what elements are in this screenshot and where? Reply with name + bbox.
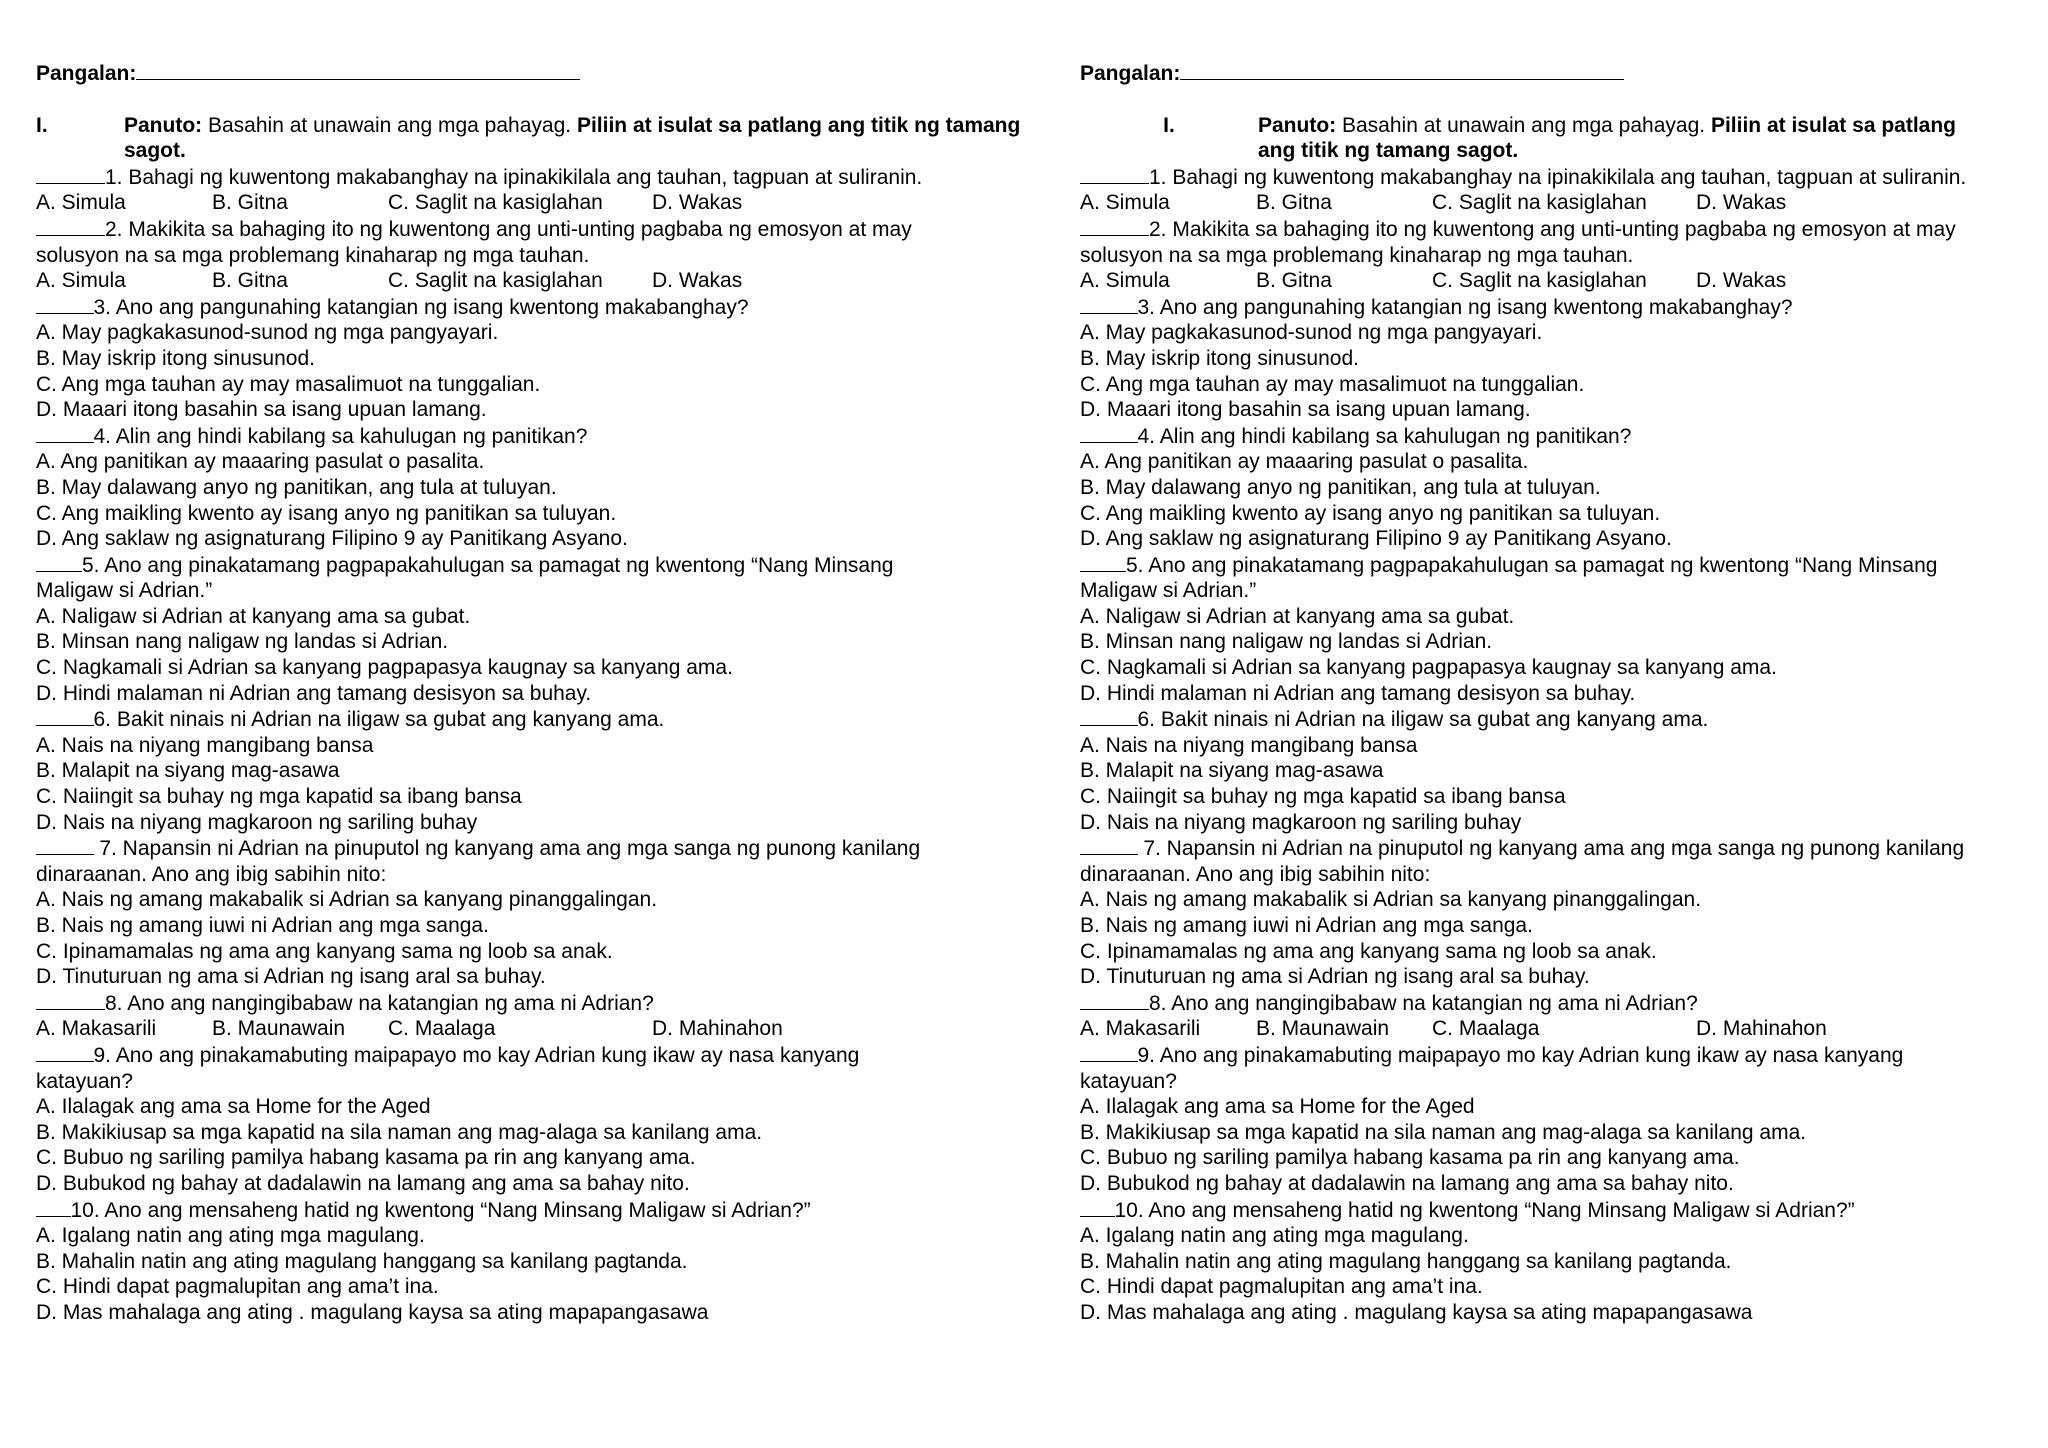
worksheet-right [1080, 50, 2048, 1326]
question-3 [1080, 294, 2048, 321]
answer-blank[interactable] [1080, 990, 1149, 1010]
option: D. Mas mahalaga ang ating . magulang kaysa sa ating mapapangasawa [36, 1300, 709, 1324]
option: C. Ang maikling kwento ay isang anyo ng panitikan sa tuluyan. [36, 501, 617, 525]
option: C. Maalaga [388, 1017, 496, 1041]
question-text: 2. Makikita sa bahaging ito ng kuwentong ang unti-unting pagbaba ng emosyon at may [1149, 217, 1956, 241]
option: D. Wakas [1696, 269, 1787, 293]
option: C. Ang mga tauhan ay may masalimuot na tunggalian. [1080, 372, 1585, 396]
name-label: Pangalan: [1080, 62, 1181, 85]
question-text: 1. Bahagi ng kuwentong makabanghay na ipinakikilala ang tauhan, tagpuan at suliranin. [105, 165, 923, 189]
question-text-continued: dinaraanan. Ano ang ibig sabihin nito: [1080, 862, 1431, 886]
option: D. Tinuturuan ng ama si Adrian ng isang aral sa buhay. [1080, 965, 1590, 989]
question-7 [1080, 835, 2048, 862]
option: A. Igalang natin ang ating mga magulang. [36, 1224, 425, 1248]
options-row [36, 1016, 1036, 1042]
question-8 [36, 990, 1036, 1017]
option: C. Naiingit sa buhay ng mga kapatid sa ibang bansa [1080, 785, 1566, 809]
question-9 [1080, 1042, 2048, 1069]
option: A. Makasarili [36, 1017, 157, 1041]
question-text: 9. Ano ang pinakamabuting maipapayo mo kay Adrian kung ikaw ay nasa kanyang [93, 1043, 860, 1067]
option: A. May pagkakasunod-sunod ng mga pangyayari. [1080, 321, 1543, 345]
option: A. Igalang natin ang ating mga magulang. [1080, 1224, 1469, 1248]
answer-blank[interactable] [1080, 164, 1149, 184]
question-list [1080, 164, 2048, 1326]
question-5 [36, 552, 1036, 579]
name-label: Pangalan: [36, 62, 137, 85]
question-text: 10. Ano ang mensaheng hatid ng kwentong “Nang Minsang Maligaw si Adrian?” [70, 1198, 811, 1222]
option: A. May pagkakasunod-sunod ng mga pangyayari. [36, 321, 499, 345]
option: B. Malapit na siyang mag-asawa [36, 759, 340, 783]
question-text: 5. Ano ang pinakatamang pagpapakahulugan sa pamagat ng kwentong “Nang Minsang [82, 553, 894, 577]
question-2 [1080, 216, 2048, 243]
option: C. Bubuo ng sariling pamilya habang kasama pa rin ang kanyang ama. [36, 1146, 696, 1170]
option: D. Hindi malaman ni Adrian ang tamang desisyon sa buhay. [36, 681, 592, 705]
answer-blank[interactable] [36, 423, 94, 443]
answer-blank[interactable] [1080, 1197, 1115, 1217]
option: C. Ang mga tauhan ay may masalimuot na tunggalian. [36, 372, 541, 396]
section-number: I. [36, 113, 48, 137]
option: C. Hindi dapat pagmalupitan ang ama’t ina. [1080, 1275, 1483, 1299]
option: A. Ang panitikan ay maaaring pasulat o pasalita. [36, 450, 485, 474]
option: A. Makasarili [1080, 1017, 1201, 1041]
answer-blank[interactable] [1080, 552, 1126, 572]
instructions [1080, 113, 2048, 164]
question-text: 7. Napansin ni Adrian na pinuputol ng kanyang ama ang mga sanga ng punong kanilang [1137, 837, 1965, 861]
question-5 [1080, 552, 2048, 579]
question-text-continued: katayuan? [1080, 1069, 1177, 1093]
option: A. Naligaw si Adrian at kanyang ama sa gubat. [36, 604, 471, 628]
name-blank-line [136, 60, 580, 80]
option: B. Nais ng amang iuwi ni Adrian ang mga sanga. [36, 914, 489, 937]
option: D. Mas mahalaga ang ating . magulang kaysa sa ating mapapangasawa [1080, 1300, 1753, 1324]
answer-blank[interactable] [36, 990, 105, 1010]
answer-blank[interactable] [1080, 216, 1149, 236]
question-10 [1080, 1197, 2048, 1224]
answer-blank[interactable] [1080, 706, 1138, 726]
question-text: 6. Bakit ninais ni Adrian na iligaw sa gubat ang kanyang ama. [1137, 708, 1709, 732]
name-blank-line [1180, 60, 1624, 80]
option: D. Tinuturuan ng ama si Adrian ng isang aral sa buhay. [36, 965, 546, 989]
question-text-continued: solusyon na sa mga problemang kinaharap ng mga tauhan. [1080, 243, 1634, 267]
option: A. Ilalagak ang ama sa Home for the Aged [1080, 1095, 1475, 1119]
options-row [36, 268, 1036, 294]
question-2 [36, 216, 1036, 243]
options-row [36, 190, 1036, 216]
option: A. Nais ng amang makabalik si Adrian sa kanyang pinanggalingan. [36, 888, 658, 912]
question-1 [1080, 164, 2048, 191]
instructions-text: Panuto: Basahin at unawain ang mga pahayag. Piliin at isulat sa patlang ang titik ng tamang sagot. [1258, 113, 1956, 163]
question-text-continued: dinaraanan. Ano ang ibig sabihin nito: [36, 862, 387, 886]
question-text: 3. Ano ang pangunahing katangian ng isang kwentong makabanghay? [93, 295, 749, 319]
option: C. Naiingit sa buhay ng mga kapatid sa ibang bansa [36, 785, 522, 809]
question-text: 7. Napansin ni Adrian na pinuputol ng kanyang ama ang mga sanga ng punong kanilang [93, 837, 921, 861]
answer-blank[interactable] [36, 552, 82, 572]
option: A. Simula [36, 269, 126, 293]
option: D. Mahinahon [652, 1017, 783, 1041]
answer-blank[interactable] [36, 1042, 94, 1062]
option: A. Naligaw si Adrian at kanyang ama sa gubat. [1080, 604, 1515, 628]
question-text: 9. Ano ang pinakamabuting maipapayo mo kay Adrian kung ikaw ay nasa kanyang [1137, 1043, 1904, 1067]
option: A. Simula [1080, 191, 1170, 215]
option: D. Wakas [1696, 191, 1787, 215]
option: D. Bubukod ng bahay at dadalawin na lamang ang ama sa bahay nito. [36, 1171, 690, 1195]
question-text: 3. Ano ang pangunahing katangian ng isang kwentong makabanghay? [1137, 295, 1793, 319]
option: C. Saglit na kasiglahan [1432, 191, 1647, 215]
option: D. Wakas [652, 269, 743, 293]
question-text-continued: Maligaw si Adrian.” [36, 579, 213, 603]
option: B. May iskrip itong sinusunod. [1080, 346, 1359, 370]
option: D. Bubukod ng bahay at dadalawin na lamang ang ama sa bahay nito. [1080, 1171, 1734, 1195]
option: B. Maunawain [1256, 1017, 1390, 1041]
instructions-text: Panuto: Basahin at unawain ang mga pahayag. Piliin at isulat sa patlang ang titik ng tamang sagot. [124, 113, 1021, 163]
answer-blank[interactable] [36, 164, 105, 184]
option: C. Ipinamamalas ng ama ang kanyang sama ng loob sa anak. [1080, 939, 1657, 963]
question-10 [36, 1197, 1036, 1224]
option: B. Gitna [1256, 269, 1332, 293]
option: B. Minsan nang naligaw ng landas si Adrian. [36, 630, 449, 654]
option: C. Saglit na kasiglahan [388, 269, 603, 293]
option: A. Simula [36, 191, 126, 215]
option: A. Nais ng amang makabalik si Adrian sa kanyang pinanggalingan. [1080, 888, 1702, 912]
option: C. Maalaga [1432, 1017, 1540, 1041]
answer-blank[interactable] [1080, 294, 1138, 314]
answer-blank[interactable] [1080, 1042, 1138, 1062]
question-text: 8. Ano ang nangingibabaw na katangian ng ama ni Adrian? [1149, 991, 1698, 1015]
question-text: 4. Alin ang hindi kabilang sa kahulugan ng panitikan? [1137, 424, 1632, 448]
option: B. May iskrip itong sinusunod. [36, 346, 315, 370]
option: D. Nais na niyang magkaroon ng sariling buhay [36, 810, 478, 834]
question-text: 4. Alin ang hindi kabilang sa kahulugan ng panitikan? [93, 424, 588, 448]
question-text: 6. Bakit ninais ni Adrian na iligaw sa gubat ang kanyang ama. [93, 708, 665, 732]
question-3 [36, 294, 1036, 321]
question-6 [1080, 706, 2048, 733]
section-number: I. [1163, 113, 1175, 137]
option: B. Malapit na siyang mag-asawa [1080, 759, 1384, 783]
option: A. Nais na niyang mangibang bansa [36, 733, 374, 757]
answer-blank[interactable] [1080, 835, 1138, 855]
option: C. Saglit na kasiglahan [1432, 269, 1647, 293]
option: D. Ang saklaw ng asignaturang Filipino 9 ay Panitikang Asyano. [36, 527, 628, 551]
option: C. Ipinamamalas ng ama ang kanyang sama ng loob sa anak. [36, 939, 613, 963]
option: D. Maaari itong basahin sa isang upuan lamang. [1080, 398, 1531, 422]
options-row [1080, 268, 2048, 294]
option: C. Ang maikling kwento ay isang anyo ng panitikan sa tuluyan. [1080, 501, 1661, 525]
answer-blank[interactable] [36, 216, 105, 236]
option: A. Simula [1080, 269, 1170, 293]
answer-blank[interactable] [36, 294, 94, 314]
question-text: 8. Ano ang nangingibabaw na katangian ng ama ni Adrian? [105, 991, 654, 1015]
question-7 [36, 835, 1036, 862]
question-text: 1. Bahagi ng kuwentong makabanghay na ipinakikilala ang tauhan, tagpuan at suliranin. [1149, 165, 1967, 189]
option: A. Ang panitikan ay maaaring pasulat o pasalita. [1080, 450, 1529, 474]
option: C. Nagkamali si Adrian sa kanyang pagpapasya kaugnay sa kanyang ama. [36, 656, 733, 680]
options-row [1080, 1016, 2048, 1042]
question-list [36, 164, 1036, 1326]
option: B. Gitna [212, 269, 288, 293]
question-4 [1080, 423, 2048, 450]
option: B. Mahalin natin ang ating magulang hanggang sa kanilang pagtanda. [1080, 1249, 1732, 1273]
option: B. Minsan nang naligaw ng landas si Adrian. [1080, 630, 1493, 654]
option: B. Gitna [212, 191, 288, 215]
option: B. May dalawang anyo ng panitikan, ang tula at tuluyan. [1080, 475, 1601, 499]
question-6 [36, 706, 1036, 733]
question-8 [1080, 990, 2048, 1017]
options-row [1080, 190, 2048, 216]
option: D. Wakas [652, 191, 743, 215]
instructions [36, 113, 1036, 164]
worksheet-left [36, 50, 1036, 1326]
option: D. Nais na niyang magkaroon ng sariling buhay [1080, 810, 1522, 834]
question-text: 5. Ano ang pinakatamang pagpapakahulugan sa pamagat ng kwentong “Nang Minsang [1126, 553, 1938, 577]
option: B. Nais ng amang iuwi ni Adrian ang mga sanga. [1080, 914, 1533, 937]
question-1 [36, 164, 1036, 191]
option: B. Gitna [1256, 191, 1332, 215]
question-text: 10. Ano ang mensaheng hatid ng kwentong “Nang Minsang Maligaw si Adrian?” [1114, 1198, 1855, 1222]
answer-blank[interactable] [36, 706, 94, 726]
option: A. Ilalagak ang ama sa Home for the Aged [36, 1095, 431, 1119]
question-text-continued: Maligaw si Adrian.” [1080, 579, 1257, 603]
question-text-continued: solusyon na sa mga problemang kinaharap ng mga tauhan. [36, 243, 590, 267]
option: D. Mahinahon [1696, 1017, 1827, 1041]
name-field [1080, 60, 2048, 87]
question-text: 2. Makikita sa bahaging ito ng kuwentong ang unti-unting pagbaba ng emosyon at may [105, 217, 912, 241]
question-text-continued: katayuan? [36, 1069, 133, 1093]
option: D. Maaari itong basahin sa isang upuan lamang. [36, 398, 487, 422]
option: C. Bubuo ng sariling pamilya habang kasama pa rin ang kanyang ama. [1080, 1146, 1740, 1170]
option: C. Nagkamali si Adrian sa kanyang pagpapasya kaugnay sa kanyang ama. [1080, 656, 1777, 680]
option: D. Ang saklaw ng asignaturang Filipino 9 ay Panitikang Asyano. [1080, 527, 1672, 551]
option: C. Hindi dapat pagmalupitan ang ama’t ina. [36, 1275, 439, 1299]
answer-blank[interactable] [36, 835, 94, 855]
option: C. Saglit na kasiglahan [388, 191, 603, 215]
answer-blank[interactable] [1080, 423, 1138, 443]
question-9 [36, 1042, 1036, 1069]
option: D. Hindi malaman ni Adrian ang tamang desisyon sa buhay. [1080, 681, 1636, 705]
option: B. Makikiusap sa mga kapatid na sila naman ang mag-alaga sa kanilang ama. [36, 1120, 763, 1144]
option: A. Nais na niyang mangibang bansa [1080, 733, 1418, 757]
option: B. May dalawang anyo ng panitikan, ang tula at tuluyan. [36, 475, 557, 499]
option: B. Mahalin natin ang ating magulang hanggang sa kanilang pagtanda. [36, 1249, 688, 1273]
option: B. Maunawain [212, 1017, 346, 1041]
answer-blank[interactable] [36, 1197, 71, 1217]
option: B. Makikiusap sa mga kapatid na sila naman ang mag-alaga sa kanilang ama. [1080, 1120, 1807, 1144]
question-4 [36, 423, 1036, 450]
name-field [36, 60, 1036, 87]
